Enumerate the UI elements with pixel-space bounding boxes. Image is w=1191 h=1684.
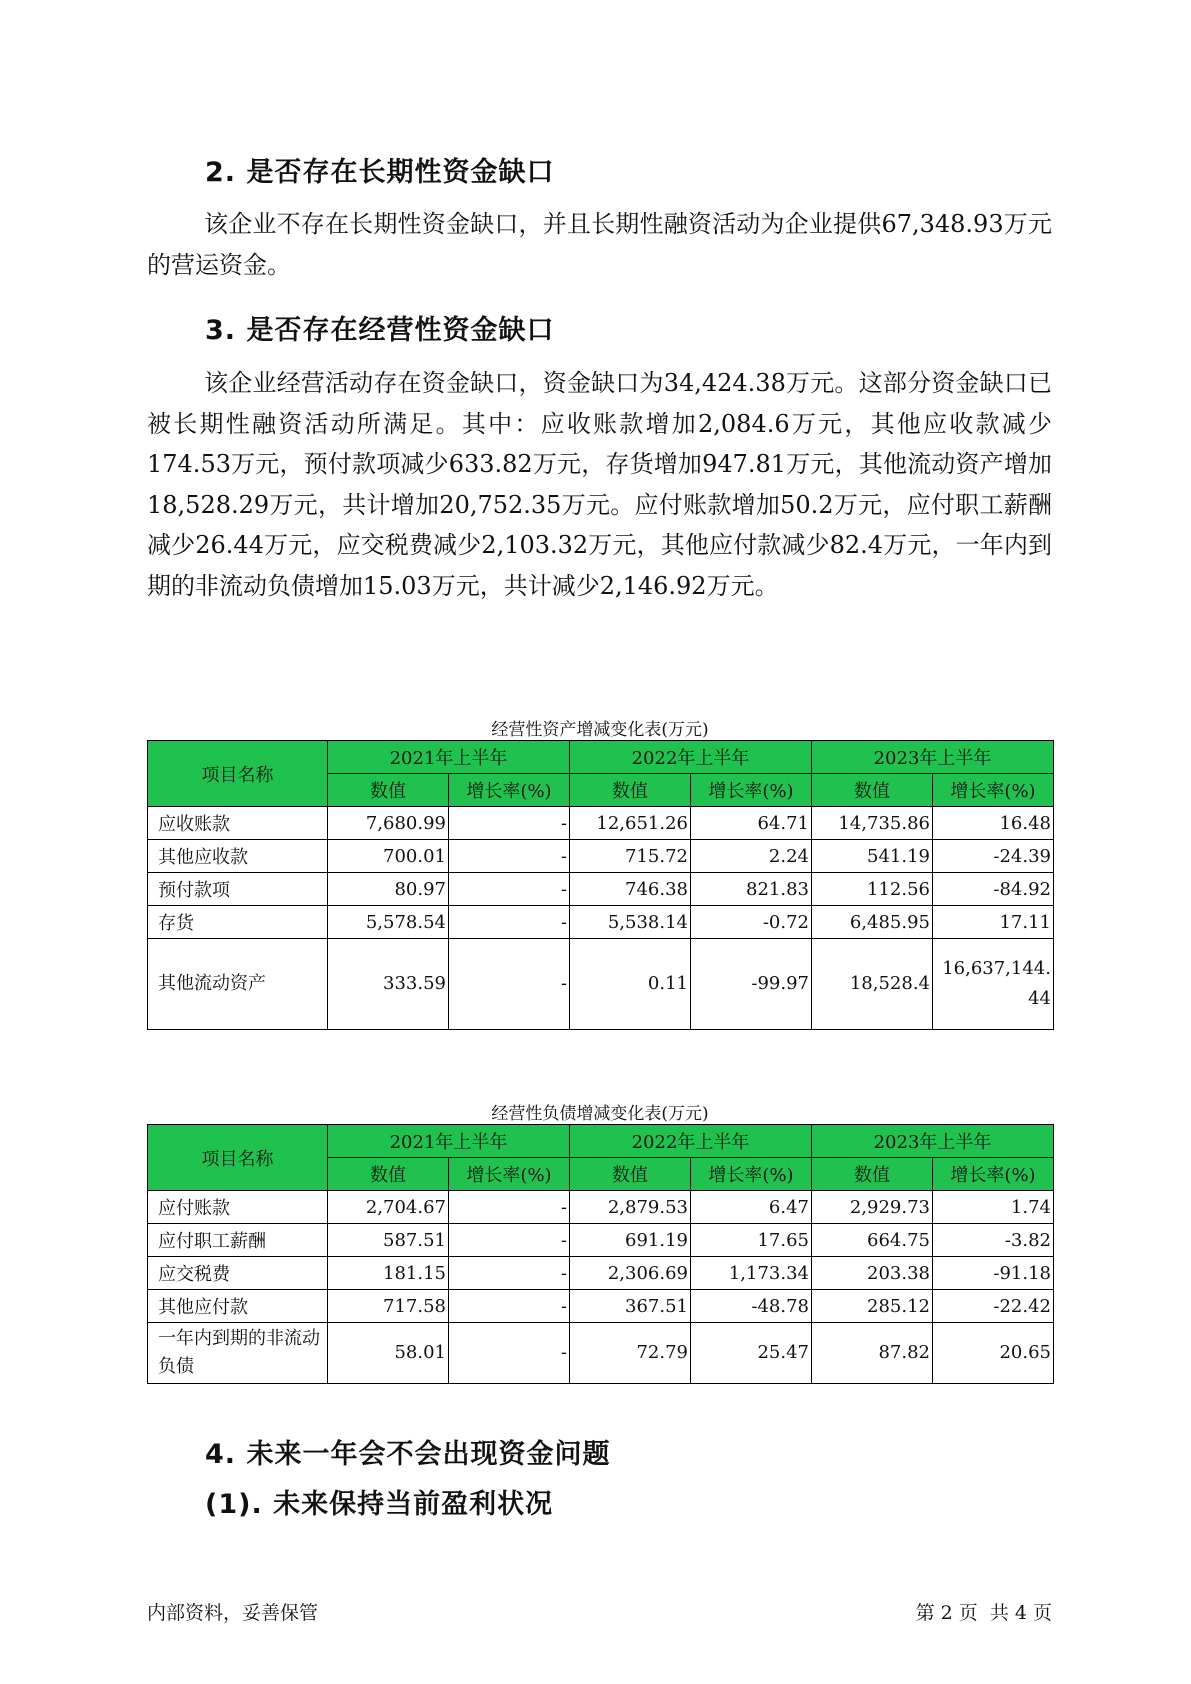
table-cell: 2,879.53 xyxy=(570,1191,691,1224)
table-cell: -91.18 xyxy=(933,1257,1054,1290)
table-cell: - xyxy=(449,807,570,840)
table-row xyxy=(148,873,1054,906)
table-cell: 587.51 xyxy=(328,1224,449,1257)
section-3-heading: 3. 是否存在经营性资金缺口 xyxy=(205,315,555,346)
value-header: 数值 xyxy=(812,1158,933,1191)
table-cell: 12,651.26 xyxy=(570,807,691,840)
row-label: 应付账款 xyxy=(148,1191,328,1224)
table-cell: -0.72 xyxy=(691,906,812,939)
section-2-paragraph: 该企业不存在长期性资金缺口，并且长期性融资活动为企业提供67,348.93万元的营运资金。 xyxy=(147,210,1052,279)
table-cell: 6,485.95 xyxy=(812,906,933,939)
table-cell: 2,306.69 xyxy=(570,1257,691,1290)
table-row xyxy=(148,906,1054,939)
section-4-heading: 4. 未来一年会不会出现资金问题 xyxy=(205,1439,611,1470)
table-cell: 700.01 xyxy=(328,840,449,873)
row-label: 其他流动资产 xyxy=(148,939,328,1030)
table-cell: - xyxy=(449,1257,570,1290)
header-row xyxy=(148,1125,1054,1158)
table-row xyxy=(148,1290,1054,1323)
table-cell: 0.11 xyxy=(570,939,691,1030)
table-cell: 87.82 xyxy=(812,1323,933,1384)
asset-change-table xyxy=(147,740,1054,1030)
table-cell: 2.24 xyxy=(691,840,812,873)
table-cell: - xyxy=(449,906,570,939)
table-cell: 2,929.73 xyxy=(812,1191,933,1224)
table-cell: 5,578.54 xyxy=(328,906,449,939)
table-cell: 5,538.14 xyxy=(570,906,691,939)
growth-header: 增长率(%) xyxy=(449,1158,570,1191)
row-label: 存货 xyxy=(148,906,328,939)
table-cell: 717.58 xyxy=(328,1290,449,1323)
table-cell: 181.15 xyxy=(328,1257,449,1290)
table-cell: -22.42 xyxy=(933,1290,1054,1323)
table-row xyxy=(148,1257,1054,1290)
table-cell: 16,637,144.44 xyxy=(933,939,1054,1030)
table-cell: 664.75 xyxy=(812,1224,933,1257)
table-cell: - xyxy=(449,840,570,873)
row-label: 应付职工薪酬 xyxy=(148,1224,328,1257)
section-2-heading: 2. 是否存在长期性资金缺口 xyxy=(205,157,555,188)
table-cell: - xyxy=(449,1191,570,1224)
value-header: 数值 xyxy=(570,774,691,807)
growth-header: 增长率(%) xyxy=(691,774,812,807)
value-header: 数值 xyxy=(328,774,449,807)
row-label: 其他应付款 xyxy=(148,1290,328,1323)
table-cell: -84.92 xyxy=(933,873,1054,906)
row-label: 预付款项 xyxy=(148,873,328,906)
value-header: 数值 xyxy=(812,774,933,807)
table-cell: -48.78 xyxy=(691,1290,812,1323)
table-row xyxy=(148,939,1054,1030)
row-label: 一年内到期的非流动负债 xyxy=(148,1323,328,1384)
table-row xyxy=(148,1191,1054,1224)
table-cell: - xyxy=(449,1290,570,1323)
table-cell: 746.38 xyxy=(570,873,691,906)
asset-table-caption: 经营性资产增减变化表(万元) xyxy=(491,720,709,740)
item-name-header: 项目名称 xyxy=(148,1125,328,1191)
table-cell: - xyxy=(449,873,570,906)
page-number: 第 2 页 共 4 页 xyxy=(915,1602,1052,1624)
row-label: 应收账款 xyxy=(148,807,328,840)
item-name-header: 项目名称 xyxy=(148,741,328,807)
table-cell: - xyxy=(449,1323,570,1384)
table-cell: 333.59 xyxy=(328,939,449,1030)
liability-change-table xyxy=(147,1124,1054,1384)
table-cell: 25.47 xyxy=(691,1323,812,1384)
table-cell: 7,680.99 xyxy=(328,807,449,840)
section-3-paragraph: 该企业经营活动存在资金缺口，资金缺口为34,424.38万元。这部分资金缺口已被长期性融资活动所满足。其中：应收账款增加2,084.6万元，其他应收款减少174.53万元，预付款项减少633.82万元，存货增加947.81万元，其他流动资产增加18,528.29万元，共计增加20,752.35万元。应付账款增加50.2万元，应付职工薪酬减少26.44万元，应交税费减少2,103.32万元，其他应付款减少82.4万元，一年内到期的非流动负债增加15.03万元，共计减少2,146.92万元。 xyxy=(147,369,1052,600)
table-cell: 2,704.67 xyxy=(328,1191,449,1224)
row-label: 应交税费 xyxy=(148,1257,328,1290)
table-cell: - xyxy=(449,1224,570,1257)
value-header: 数值 xyxy=(570,1158,691,1191)
table-cell: 112.56 xyxy=(812,873,933,906)
value-header: 数值 xyxy=(328,1158,449,1191)
table-cell: 72.79 xyxy=(570,1323,691,1384)
table-cell: 64.71 xyxy=(691,807,812,840)
table-cell: 367.51 xyxy=(570,1290,691,1323)
table-cell: 285.12 xyxy=(812,1290,933,1323)
table-cell: -3.82 xyxy=(933,1224,1054,1257)
table-cell: 1,173.34 xyxy=(691,1257,812,1290)
footer-note: 内部资料，妥善保管 xyxy=(147,1602,319,1624)
table-cell: -24.39 xyxy=(933,840,1054,873)
table-cell: 18,528.4 xyxy=(812,939,933,1030)
table-cell: 20.65 xyxy=(933,1323,1054,1384)
table-cell: 17.11 xyxy=(933,906,1054,939)
table-row xyxy=(148,807,1054,840)
period-header: 2021年上半年 xyxy=(328,741,570,774)
table-cell: 715.72 xyxy=(570,840,691,873)
header-row xyxy=(148,741,1054,774)
period-header: 2021年上半年 xyxy=(328,1125,570,1158)
table-cell: 203.38 xyxy=(812,1257,933,1290)
table-cell: 17.65 xyxy=(691,1224,812,1257)
growth-header: 增长率(%) xyxy=(691,1158,812,1191)
table-cell: 821.83 xyxy=(691,873,812,906)
table-row xyxy=(148,1323,1054,1384)
table-cell: -99.97 xyxy=(691,939,812,1030)
growth-header: 增长率(%) xyxy=(933,1158,1054,1191)
period-header: 2022年上半年 xyxy=(570,1125,812,1158)
growth-header: 增长率(%) xyxy=(449,774,570,807)
table-cell: 16.48 xyxy=(933,807,1054,840)
row-label: 其他应收款 xyxy=(148,840,328,873)
table-cell: 6.47 xyxy=(691,1191,812,1224)
growth-header: 增长率(%) xyxy=(933,774,1054,807)
table-cell: 58.01 xyxy=(328,1323,449,1384)
table-cell: 1.74 xyxy=(933,1191,1054,1224)
table-cell: 80.97 xyxy=(328,873,449,906)
table-cell: 14,735.86 xyxy=(812,807,933,840)
liability-table-caption: 经营性负债增减变化表(万元) xyxy=(491,1104,709,1124)
section-4-1-heading: (1). 未来保持当前盈利状况 xyxy=(205,1489,554,1520)
table-cell: - xyxy=(449,939,570,1030)
table-cell: 541.19 xyxy=(812,840,933,873)
period-header: 2022年上半年 xyxy=(570,741,812,774)
table-row xyxy=(148,840,1054,873)
period-header: 2023年上半年 xyxy=(812,1125,1054,1158)
table-row xyxy=(148,1224,1054,1257)
table-cell: 691.19 xyxy=(570,1224,691,1257)
period-header: 2023年上半年 xyxy=(812,741,1054,774)
